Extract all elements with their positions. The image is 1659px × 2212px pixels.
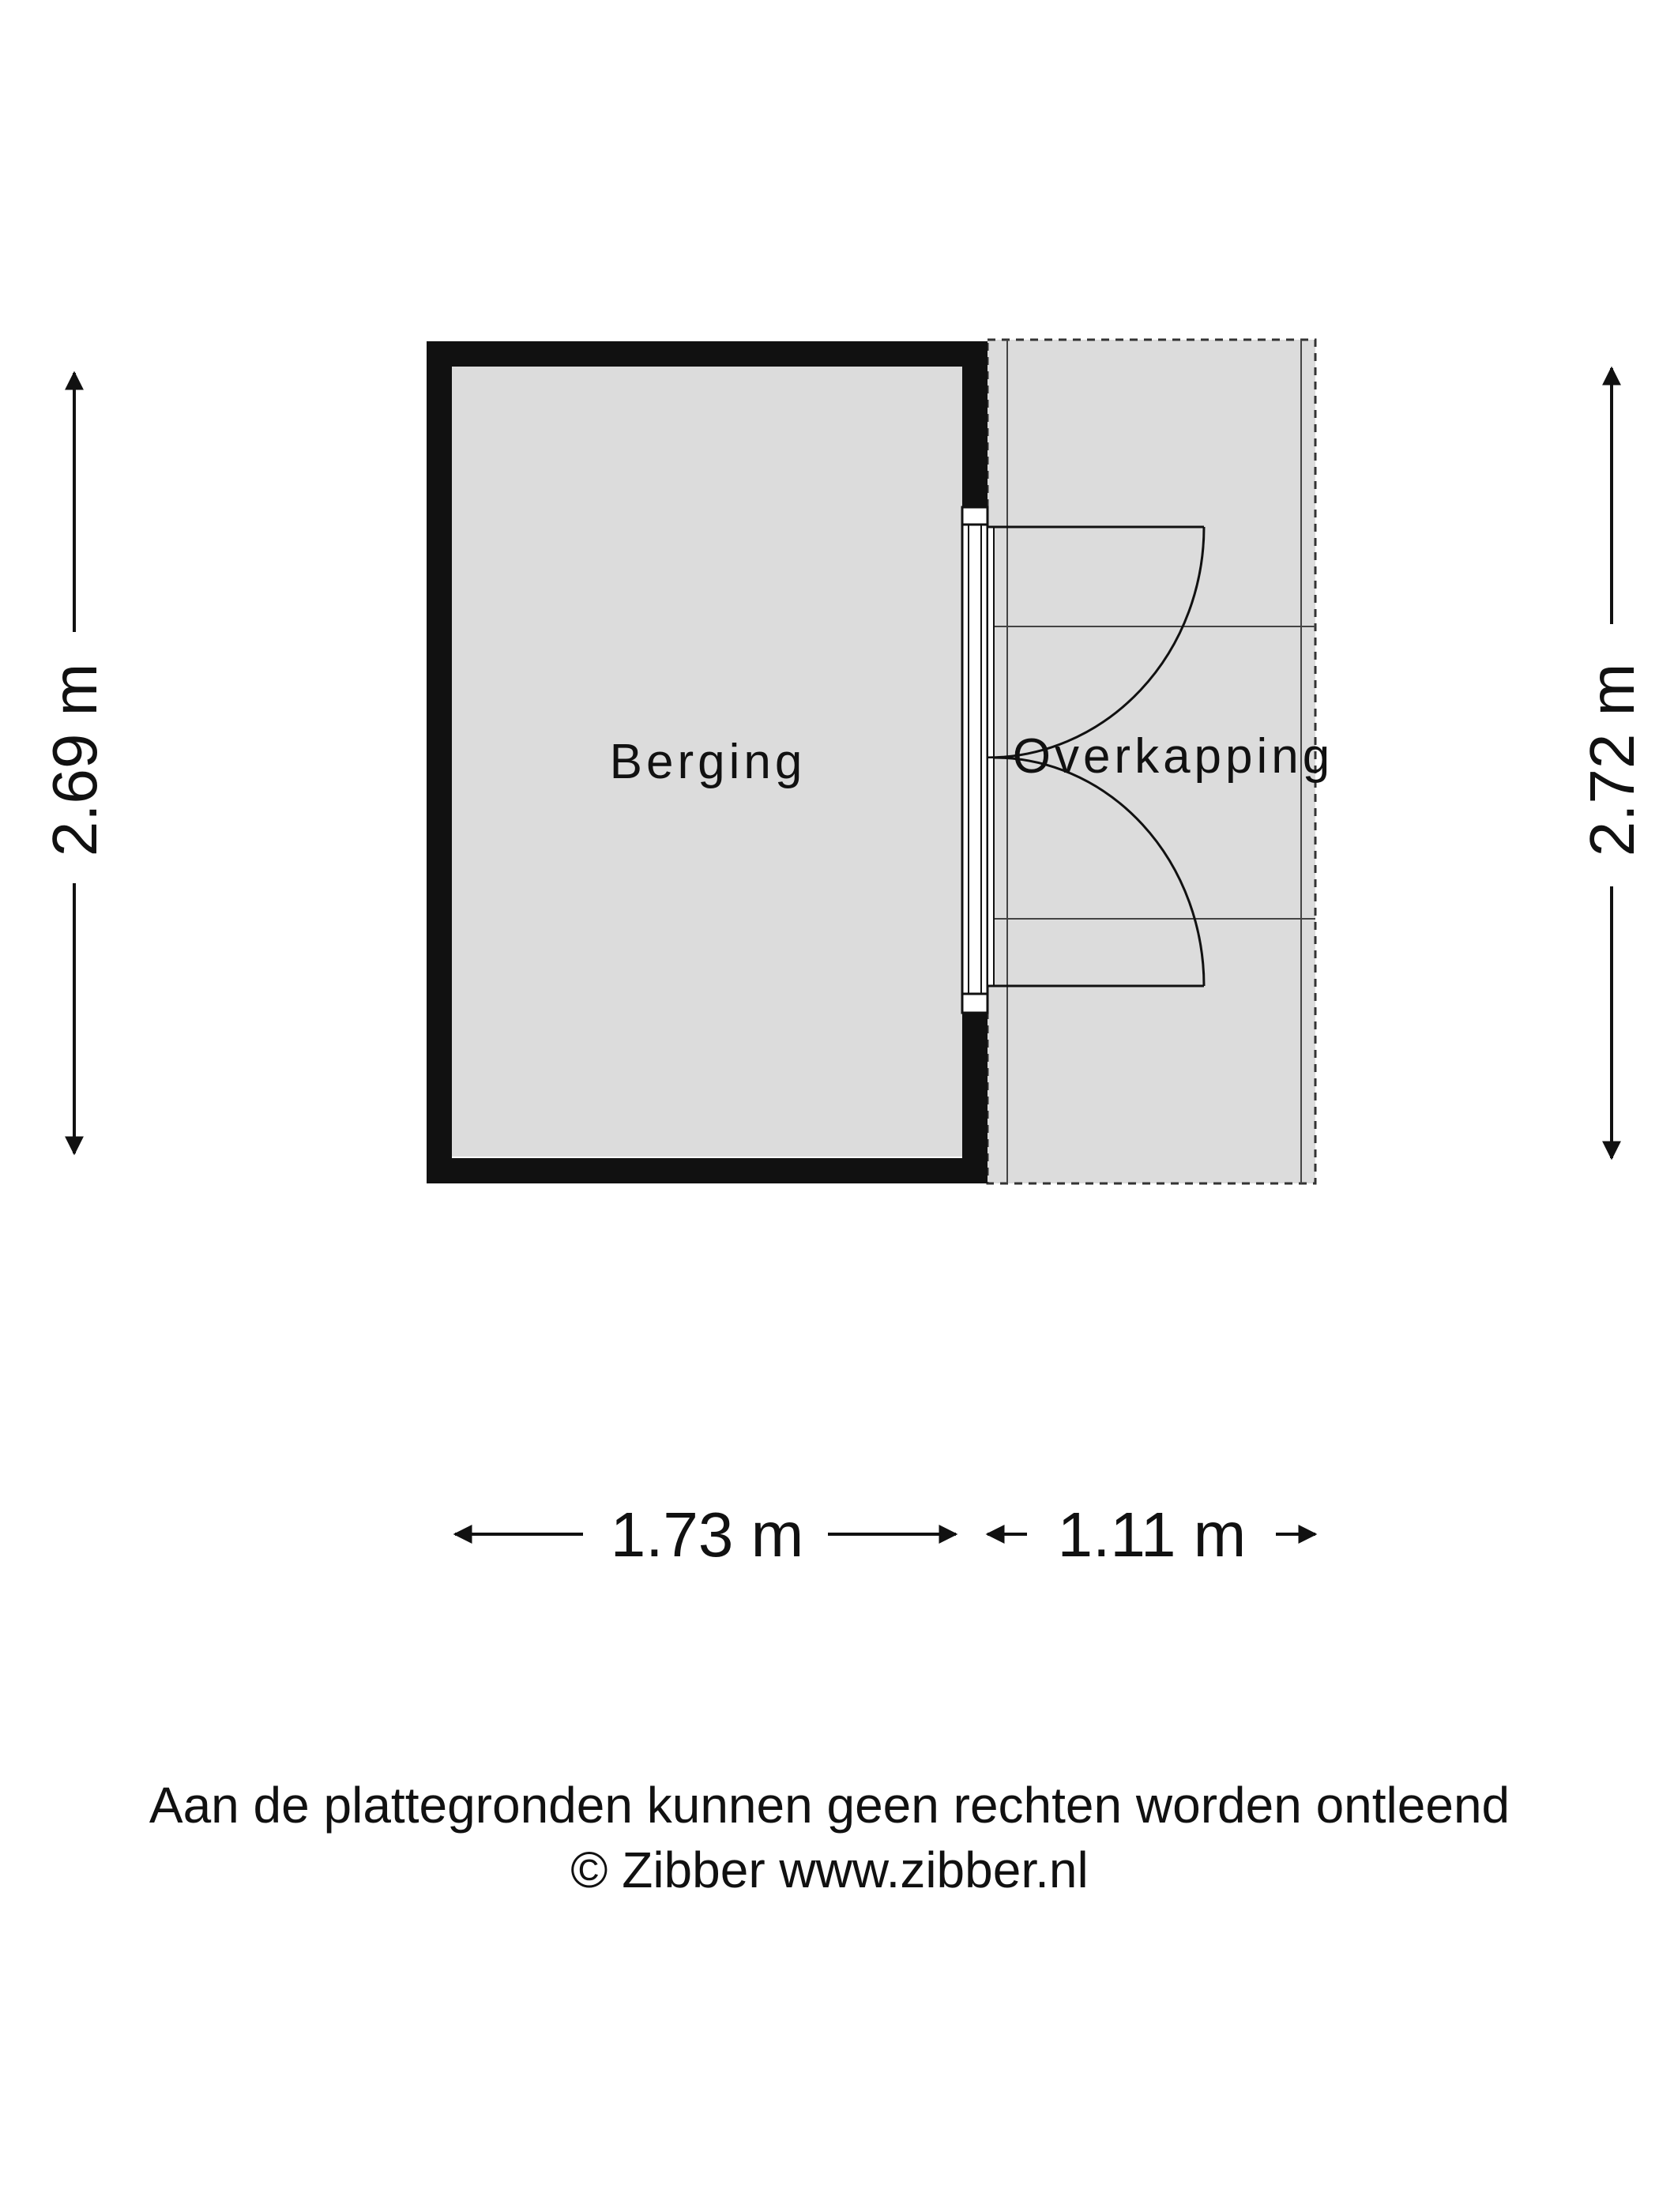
door-leaf-top bbox=[988, 527, 994, 758]
dimension-bottom-right-width bbox=[988, 1499, 1315, 1570]
door-leaf-bottom bbox=[988, 758, 994, 986]
dimension-bottom-left-width bbox=[455, 1499, 956, 1570]
dimension-label-left: 2.69 m bbox=[40, 663, 110, 857]
dimension-label-right: 2.72 m bbox=[1577, 663, 1647, 857]
room-label-berging: Berging bbox=[609, 735, 807, 789]
room-label-overkapping: Overkapping bbox=[1012, 729, 1334, 784]
dimension-label-bottom-left: 1.73 m bbox=[610, 1499, 804, 1570]
dimension-right-height bbox=[1577, 368, 1647, 1158]
dimension-label-bottom-right: 1.11 m bbox=[1057, 1499, 1247, 1570]
disclaimer-text: Aan de plattegronden kunnen geen rechten worden ontleend bbox=[149, 1777, 1510, 1834]
dimension-left-height bbox=[40, 373, 110, 1153]
copyright-text: © Zibber www.zibber.nl bbox=[570, 1841, 1089, 1898]
